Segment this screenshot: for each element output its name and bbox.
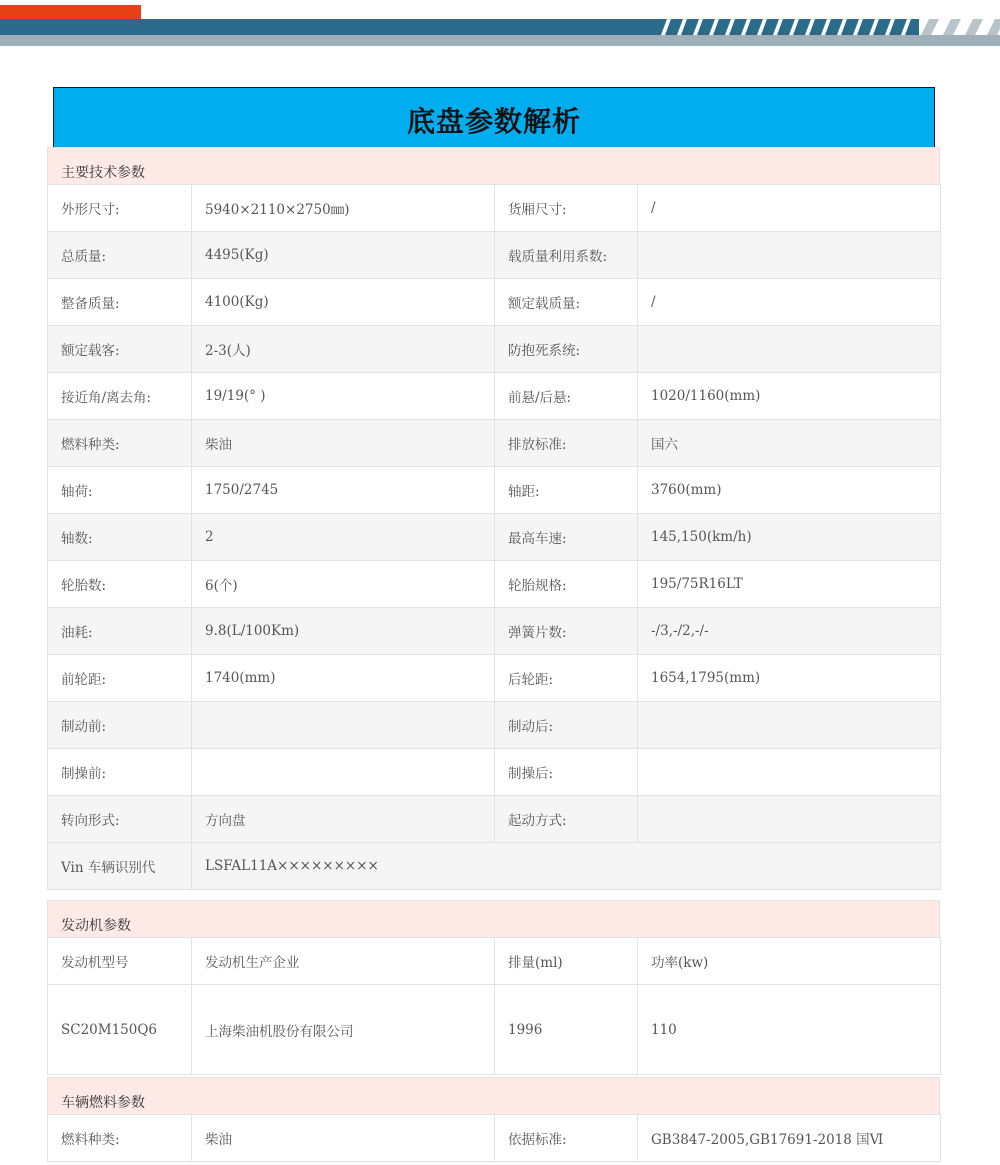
engine-col-displacement: 排量(ml) <box>495 938 638 985</box>
param-label: 轴距: <box>495 467 638 514</box>
table-row <box>48 702 941 749</box>
engine-power: 110 <box>638 985 941 1075</box>
fuel-params-table <box>47 1114 941 1162</box>
param-value: / <box>638 279 941 326</box>
engine-col-power: 功率(kw) <box>638 938 941 985</box>
param-label: 后轮距: <box>495 655 638 702</box>
table-row <box>48 608 941 655</box>
param-label: 制动前: <box>48 702 192 749</box>
param-value: 3760(mm) <box>638 467 941 514</box>
param-value <box>638 326 941 373</box>
table-row <box>48 749 941 796</box>
param-value: 1750/2745 <box>192 467 495 514</box>
param-value: 4495(Kg) <box>192 232 495 279</box>
engine-params-table <box>47 937 941 1075</box>
param-label: 轴数: <box>48 514 192 561</box>
title-bar <box>53 87 935 153</box>
vin-row <box>48 843 941 890</box>
param-label: 防抱死系统: <box>495 326 638 373</box>
param-value: 9.8(L/100Km) <box>192 608 495 655</box>
param-value <box>638 702 941 749</box>
param-label: 制操前: <box>48 749 192 796</box>
param-value: 195/75R16LT <box>638 561 941 608</box>
section-heading-main: 主要技术参数 <box>47 147 940 184</box>
param-value: 1740(mm) <box>192 655 495 702</box>
param-value: -/3,-/2,-/- <box>638 608 941 655</box>
page-title: 底盘参数解析 <box>406 105 581 138</box>
main-params-section <box>47 147 940 890</box>
param-label: 最高车速: <box>495 514 638 561</box>
param-value: 19/19(° ) <box>192 373 495 420</box>
param-label: 额定载客: <box>48 326 192 373</box>
param-value: 4100(Kg) <box>192 279 495 326</box>
param-value: 1020/1160(mm) <box>638 373 941 420</box>
param-label: 轮胎规格: <box>495 561 638 608</box>
table-row <box>48 373 941 420</box>
engine-header-row <box>48 938 941 985</box>
param-value: / <box>638 185 941 232</box>
param-label: 接近角/离去角: <box>48 373 192 420</box>
param-label: 排放标准: <box>495 420 638 467</box>
table-row <box>48 326 941 373</box>
param-value: 6(个) <box>192 561 495 608</box>
fuel-params-section <box>47 1077 940 1162</box>
param-label: 前悬/后悬: <box>495 373 638 420</box>
param-value <box>192 749 495 796</box>
table-row <box>48 279 941 326</box>
param-label: 轮胎数: <box>48 561 192 608</box>
param-label: 燃料种类: <box>48 420 192 467</box>
param-label: 货厢尺寸: <box>495 185 638 232</box>
param-label: 额定载质量: <box>495 279 638 326</box>
param-label: 外形尺寸: <box>48 185 192 232</box>
param-value: 5940×2110×2750㎜) <box>192 185 495 232</box>
top-banner <box>0 0 1000 50</box>
table-row <box>48 796 941 843</box>
fuel-standard-value: GB3847-2005,GB17691-2018 国Ⅵ <box>638 1115 941 1162</box>
param-label: 制动后: <box>495 702 638 749</box>
banner-grey-bar <box>0 35 1000 46</box>
engine-col-maker: 发动机生产企业 <box>192 938 495 985</box>
table-row <box>48 420 941 467</box>
param-label: 转向形式: <box>48 796 192 843</box>
param-value: 方向盘 <box>192 796 495 843</box>
param-value <box>638 232 941 279</box>
param-label: 整备质量: <box>48 279 192 326</box>
engine-params-section <box>47 900 940 1075</box>
param-label: 前轮距: <box>48 655 192 702</box>
param-value: 145,150(km/h) <box>638 514 941 561</box>
banner-stripes <box>657 19 1000 35</box>
section-heading-fuel: 车辆燃料参数 <box>47 1077 940 1114</box>
fuel-type-value: 柴油 <box>192 1115 495 1162</box>
table-row <box>48 467 941 514</box>
fuel-type-label: 燃料种类: <box>48 1115 192 1162</box>
param-value <box>638 749 941 796</box>
engine-displacement: 1996 <box>495 985 638 1075</box>
fuel-standard-label: 依据标准: <box>495 1115 638 1162</box>
param-value <box>192 702 495 749</box>
param-label: 油耗: <box>48 608 192 655</box>
param-value: 2 <box>192 514 495 561</box>
param-label: 弹簧片数: <box>495 608 638 655</box>
engine-col-model: 发动机型号 <box>48 938 192 985</box>
param-value: 2-3(人) <box>192 326 495 373</box>
section-heading-engine: 发动机参数 <box>47 900 940 937</box>
table-row <box>48 655 941 702</box>
main-params-table <box>47 184 941 890</box>
param-label: 制操后: <box>495 749 638 796</box>
param-value: 1654,1795(mm) <box>638 655 941 702</box>
engine-data-row <box>48 985 941 1075</box>
table-row <box>48 514 941 561</box>
engine-model: SC20M150Q6 <box>48 985 192 1075</box>
param-label: 轴荷: <box>48 467 192 514</box>
table-row <box>48 185 941 232</box>
table-row <box>48 232 941 279</box>
table-row <box>48 561 941 608</box>
engine-maker: 上海柴油机股份有限公司 <box>192 985 495 1075</box>
param-value: 柴油 <box>192 420 495 467</box>
param-value: 国六 <box>638 420 941 467</box>
vin-label: Vin 车辆识别代 <box>48 843 192 890</box>
banner-red-bar <box>0 5 141 19</box>
param-label: 起动方式: <box>495 796 638 843</box>
param-value <box>638 796 941 843</box>
fuel-row <box>48 1115 941 1162</box>
param-label: 载质量利用系数: <box>495 232 638 279</box>
vin-value: LSFAL11A××××××××× <box>192 843 941 890</box>
param-label: 总质量: <box>48 232 192 279</box>
